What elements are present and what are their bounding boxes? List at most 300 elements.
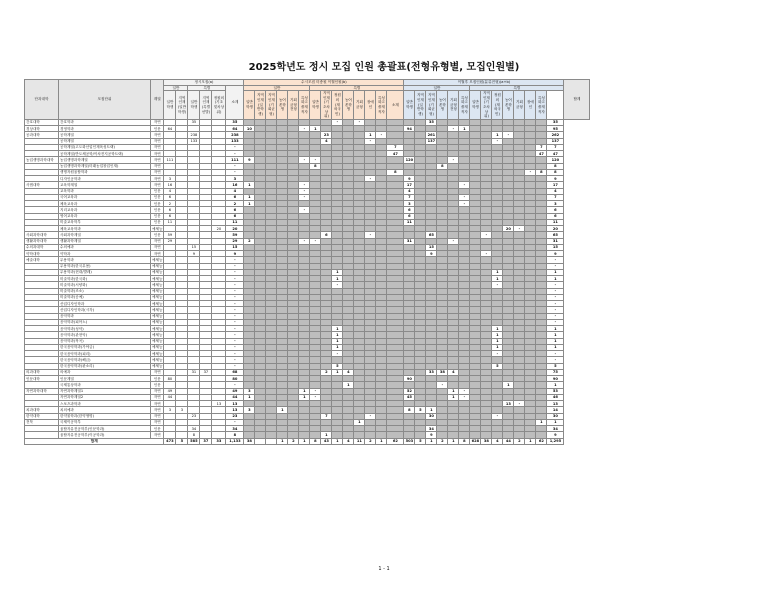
summary-table xyxy=(24,79,590,445)
c-value-cell: 9 xyxy=(426,251,437,257)
subheader-c-3: 농어촌학생 xyxy=(437,91,448,120)
c-value-cell: 137 xyxy=(427,139,436,144)
a-value-cell: 20 xyxy=(212,226,226,232)
college-cell: 농업생명과학대학 xyxy=(25,157,59,163)
b-value-cell: - xyxy=(310,388,321,394)
total-c-cell: 1 xyxy=(525,438,536,444)
unit-cell: 한국음악학과(가야금) xyxy=(59,344,151,350)
track-cell: 예체능 xyxy=(152,351,163,356)
c-value-cell: 38 xyxy=(437,369,448,375)
c-value-cell: 1 xyxy=(547,419,564,425)
subheader-b-11: 장애인 xyxy=(365,91,376,120)
total-a-cell: 5 xyxy=(176,438,188,444)
a-value-cell: 9 xyxy=(188,251,200,257)
c-value-cell: - xyxy=(547,263,564,269)
unit-cell: 미술학과(서양화) xyxy=(59,282,151,288)
track-cell: 예체능 xyxy=(152,314,163,319)
c-value-cell: 52 xyxy=(404,388,415,394)
a-value-cell: - xyxy=(226,288,244,294)
total-a-cell: 37 xyxy=(200,438,212,444)
track-cell: 자연 xyxy=(151,407,164,413)
track-cell: 인문 xyxy=(151,382,164,388)
c-value-cell: - xyxy=(481,232,492,238)
track-cell: 인문 xyxy=(151,126,164,132)
subheader-b-8: 정원외(재외국민) xyxy=(332,91,343,120)
c-value-cell: - xyxy=(547,294,564,300)
c-value-cell: 20 xyxy=(503,226,514,232)
page-title: 2025학년도 정시 모집 인원 총괄표(전형유형별, 모집인원별) xyxy=(248,62,520,73)
track-cell: 자연 xyxy=(151,401,164,407)
b-value-cell: 1 xyxy=(244,201,255,207)
header-a-spec: 특별 xyxy=(188,85,226,91)
b-value-cell: 1 xyxy=(299,388,310,394)
track-cell: 자연 xyxy=(151,369,164,375)
unit-cell: 교육학계열 xyxy=(59,182,151,188)
total-c-cell: 8 xyxy=(459,438,470,444)
a-value-cell: - xyxy=(226,319,244,325)
c-value-cell: - xyxy=(437,382,448,388)
a-value-cell: - xyxy=(226,332,244,338)
c-value-cell: 1 xyxy=(426,407,437,413)
a-value-cell: 3 xyxy=(176,407,188,413)
subheader-b-2: 지역인재(기회균형) xyxy=(266,91,277,120)
track-cell: 인문 xyxy=(151,194,164,200)
a-value-cell: 49 xyxy=(226,388,244,394)
c-value-cell: 5 xyxy=(492,363,503,369)
a-value-cell: 29 xyxy=(164,238,176,244)
c-value-cell: 47 xyxy=(547,151,564,157)
c-value-cell: 30 xyxy=(426,413,437,419)
unit-cell: 음악학과(작곡) xyxy=(59,338,151,344)
a-value-cell: 11 xyxy=(164,219,176,225)
track-cell: 자연 xyxy=(151,157,164,163)
a-value-cell: - xyxy=(226,326,244,332)
subheader-a-3: 지역인재(특별선발) xyxy=(200,91,212,120)
subheader-b-1: 지역인재(일반학생) xyxy=(255,91,266,120)
college-cell: 한약대학 xyxy=(25,413,59,419)
c-value-cell: 261 xyxy=(427,132,436,137)
c-value-cell: - xyxy=(459,394,470,400)
track-cell: 자연 xyxy=(151,176,164,182)
unit-cell: 음악학과(관현악) xyxy=(59,332,151,338)
b-value-cell: - xyxy=(299,194,310,200)
total-c-cell: 2 xyxy=(437,438,448,444)
b-value-cell: - xyxy=(365,413,376,419)
total-c-cell: 2 xyxy=(514,438,525,444)
unit-cell: 생명자원융합학과 xyxy=(59,169,151,175)
b-value-cell: 7 xyxy=(387,144,404,150)
a-value-cell: 16 xyxy=(226,182,244,188)
total-b-cell: 1 xyxy=(332,438,343,444)
track-cell: 자연 xyxy=(151,394,164,400)
college-cell: 약학대학 xyxy=(25,251,59,257)
c-value-cell: 6 xyxy=(547,207,564,213)
c-value-cell: 95 xyxy=(547,126,564,132)
c-value-cell: 4 xyxy=(547,188,564,194)
subheader-c-11: 장애인 xyxy=(525,91,536,120)
c-value-cell: 13 xyxy=(547,401,564,407)
subheader-c-4: 기회균형전형 xyxy=(448,91,459,120)
header-c-spec: 특별 xyxy=(470,85,564,91)
track-cell: 인문 xyxy=(151,188,164,194)
c-value-cell: 1 xyxy=(448,388,459,394)
c-value-cell: 9 xyxy=(547,251,564,257)
c-value-cell: 7 xyxy=(547,194,564,200)
college-cell: 사회과학대학 xyxy=(25,232,59,238)
c-value-cell: 1 xyxy=(492,269,503,275)
total-b-cell xyxy=(266,438,277,444)
college-cell: 경상대학 xyxy=(25,126,59,132)
a-value-cell: 16 xyxy=(164,182,176,188)
b-value-cell: - xyxy=(310,394,321,400)
total-c-cell: 62 xyxy=(536,438,547,444)
total-b-cell: 8 xyxy=(310,438,321,444)
c-value-cell: 17 xyxy=(547,182,564,188)
unit-cell: 음악학과(피아노) xyxy=(59,319,151,325)
track-cell: 예체능 xyxy=(152,282,163,287)
track-cell: 자연 xyxy=(151,163,164,169)
track-cell: 인문 xyxy=(151,426,164,432)
track-cell: 예체능 xyxy=(152,345,163,350)
b-value-cell: - xyxy=(299,188,310,194)
total-c-cell: 5 xyxy=(415,438,426,444)
c-value-cell: 8 xyxy=(437,163,448,169)
c-value-cell: - xyxy=(547,313,564,319)
c-value-cell: 120 xyxy=(405,157,414,162)
a-value-cell: - xyxy=(226,169,244,175)
subheader-b-12: 특성화고졸재직자 xyxy=(376,91,387,120)
c-value-cell: 137 xyxy=(547,138,564,144)
total-c-cell: 44 xyxy=(503,438,514,444)
subheader-c-12: 특성화고졸재직자 xyxy=(536,91,547,120)
b-value-cell: 1 xyxy=(332,369,343,375)
total-b-cell: 11 xyxy=(354,438,365,444)
c-value-cell: 20 xyxy=(547,226,564,232)
c-value-cell: - xyxy=(459,194,470,200)
page-footer: 1 - 1 xyxy=(378,566,390,572)
unit-cell: 생활과학계열 xyxy=(59,238,151,244)
unit-cell: 교육학과 xyxy=(59,188,151,194)
c-value-cell: 35 xyxy=(426,119,437,125)
track-cell: 자연 xyxy=(151,182,164,188)
c-value-cell: 1 xyxy=(448,394,459,400)
c-value-cell: - xyxy=(514,226,525,232)
unit-cell: 융합자유전공학부(이공학과) xyxy=(59,432,151,438)
c-value-cell: 53 xyxy=(547,388,564,394)
b-value-cell: - xyxy=(299,157,310,163)
a-value-cell: 3 xyxy=(226,176,244,182)
unit-cell: 국제통상학과 xyxy=(59,382,151,388)
a-value-cell: 6 xyxy=(164,194,176,200)
a-value-cell: 2 xyxy=(164,201,176,207)
a-value-cell: 35 xyxy=(226,119,244,125)
college-cell: 의과대학 xyxy=(25,369,59,375)
a-value-cell: 8 xyxy=(188,432,200,438)
a-value-cell: - xyxy=(226,257,244,263)
total-b-cell: 1 xyxy=(277,438,288,444)
b-value-cell: 4 xyxy=(321,138,332,144)
track-cell: 자연 xyxy=(151,238,164,244)
unit-cell: 음악학과 xyxy=(59,313,151,319)
subheader-c-6: 일반학생 xyxy=(470,91,481,120)
subheader-c-8: 정원외(재외국민) xyxy=(492,91,503,120)
unit-cell: 공학계열 xyxy=(59,138,151,144)
a-value-cell: 111 xyxy=(226,157,244,163)
subheader-b-5: 특성화고졸재직자 xyxy=(299,91,310,120)
unit-cell: 한약물학과(한약생명) xyxy=(59,413,151,419)
subheader-b-0: 일반학생 xyxy=(244,91,255,120)
unit-cell: 한국음악학과(피리) xyxy=(59,351,151,357)
a-value-cell: 37 xyxy=(200,369,212,375)
c-value-cell: 120 xyxy=(547,157,564,163)
total-a-cell: 585 xyxy=(188,438,200,444)
c-value-cell: 34 xyxy=(426,426,437,432)
c-value-cell: 9 xyxy=(404,176,415,182)
track-cell: 예체능 xyxy=(152,320,163,325)
c-value-cell: - xyxy=(547,307,564,313)
unit-cell: 약학과 xyxy=(59,251,151,257)
subheader-b-10: 기회균형 xyxy=(354,91,365,120)
total-c-cell: 628 xyxy=(471,439,480,444)
header-c-gen: 일반 xyxy=(404,85,470,91)
c-value-cell: - xyxy=(547,257,564,263)
c-value-cell: 90 xyxy=(404,376,415,382)
header-total: 합계 xyxy=(564,80,590,120)
c-value-cell: 1 xyxy=(547,276,564,282)
b-value-cell: - xyxy=(310,238,321,244)
c-value-cell: 35 xyxy=(547,119,564,125)
c-value-cell: 15 xyxy=(426,244,437,250)
college-cell: 사범대학 xyxy=(25,182,59,188)
total-b-cell: 43 xyxy=(321,438,332,444)
unit-cell: 스포츠과학과 xyxy=(59,401,151,407)
total-a-cell: 33 xyxy=(212,438,226,444)
c-value-cell: 31 xyxy=(547,238,564,244)
a-value-cell: 6 xyxy=(226,213,244,219)
c-value-cell: - xyxy=(492,138,503,144)
a-value-cell: - xyxy=(226,419,244,425)
a-value-cell: 59 xyxy=(226,232,244,238)
c-value-cell: 90 xyxy=(547,376,564,382)
track-cell: 자연 xyxy=(151,388,164,394)
c-value-cell: 33 xyxy=(426,369,437,375)
subheader-c-5: 특성화고졸재직자 xyxy=(459,91,470,120)
c-value-cell: 1 xyxy=(547,344,564,350)
a-value-cell: 4 xyxy=(226,188,244,194)
subheader-c-10: 기회균형 xyxy=(514,91,525,120)
b-value-cell: 23 xyxy=(321,132,332,138)
c-value-cell: 9 xyxy=(547,432,564,438)
b-value-cell: 1 xyxy=(244,182,255,188)
total-b-cell: 1 xyxy=(299,438,310,444)
c-value-cell: 5 xyxy=(415,407,426,413)
b-value-cell: 8 xyxy=(387,169,404,175)
a-value-cell: 34 xyxy=(226,426,244,432)
c-value-cell: 8 xyxy=(536,169,547,175)
total-a-cell: 1,133 xyxy=(226,438,244,444)
a-value-cell: 133 xyxy=(226,138,244,144)
unit-cell: 무용학과(현대/발레) xyxy=(59,269,151,275)
c-value-cell: - xyxy=(448,157,459,163)
a-value-cell: 64 xyxy=(226,126,244,132)
header-b-spec: 특별 xyxy=(310,85,404,91)
total-b-cell: 4 xyxy=(343,438,354,444)
a-value-cell: 3 xyxy=(164,407,176,413)
unit-cell: 자연과학계열1 xyxy=(59,388,151,394)
total-c-cell: 4 xyxy=(492,438,503,444)
track-cell: 자연 xyxy=(151,119,164,125)
unit-cell: 공학계열(반도체공학/이차전지공학트랙) xyxy=(59,151,151,157)
c-value-cell: 1 xyxy=(492,338,503,344)
b-value-cell: 1 xyxy=(332,276,343,282)
total-b-cell: 1 xyxy=(376,438,387,444)
b-value-cell: 1 xyxy=(332,338,343,344)
college-cell: 자연과학대학 xyxy=(25,388,59,394)
total-b-cell: 2 xyxy=(288,438,299,444)
b-value-cell: - xyxy=(354,119,365,125)
c-value-cell: 6 xyxy=(404,207,415,213)
track-cell: 예체능 xyxy=(152,301,163,306)
unit-cell: 음악학과(성악) xyxy=(59,326,151,332)
b-value-cell: 1 xyxy=(332,326,343,332)
c-value-cell: 11 xyxy=(547,219,564,225)
unit-cell: 국어교육과 xyxy=(59,194,151,200)
total-row xyxy=(25,438,590,444)
header-group-c: 이월후 모집인원(분류전형)(a+b) xyxy=(404,80,564,86)
a-value-cell: 11 xyxy=(226,219,244,225)
subheader-b-subtotal: 소계 xyxy=(387,91,404,120)
b-value-cell: - xyxy=(310,157,321,163)
b-value-cell: - xyxy=(299,182,310,188)
unit-cell: 체육교육학과 xyxy=(59,226,151,232)
table-header xyxy=(25,80,590,120)
track-cell: 예체능 xyxy=(152,357,163,362)
college-cell: 치과대학 xyxy=(25,407,59,413)
unit-cell: 무용학과 xyxy=(59,257,151,263)
c-value-cell: 1 xyxy=(492,332,503,338)
c-value-cell: 6 xyxy=(404,213,415,219)
c-value-cell: - xyxy=(547,357,564,363)
total-a-cell: 473 xyxy=(164,438,176,444)
b-value-cell: 2 xyxy=(244,238,255,244)
c-value-cell: 4 xyxy=(404,188,415,194)
subheader-c-9: 농어촌학생 xyxy=(503,91,514,120)
header-b-gen: 일반 xyxy=(244,85,310,91)
unit-cell: 자연과학계열2 xyxy=(59,394,151,400)
unit-cell: 한국음악학과(판소리) xyxy=(59,363,151,369)
a-value-cell: 4 xyxy=(164,188,176,194)
total-b-cell xyxy=(255,438,266,444)
track-cell: 자연 xyxy=(151,244,164,250)
unit-cell: 공학계열(고도화산업인재육성트랙) xyxy=(59,144,151,150)
c-value-cell: 13 xyxy=(503,401,514,407)
a-value-cell: 68 xyxy=(226,369,244,375)
college-cell: 공과대학 xyxy=(25,132,59,138)
b-value-cell: 1 xyxy=(321,432,332,438)
track-cell: 자연 xyxy=(151,132,164,138)
track-cell: 자연 xyxy=(151,432,164,438)
b-value-cell: 8 xyxy=(310,163,321,169)
unit-cell: 사회과학계열 xyxy=(59,232,151,238)
c-value-cell: 5 xyxy=(547,363,564,369)
b-value-cell: 7 xyxy=(321,413,332,419)
track-cell: 예체능 xyxy=(152,326,163,331)
unit-cell: 지리교육과 xyxy=(59,207,151,213)
unit-cell: 치의예과 xyxy=(59,407,151,413)
c-value-cell: 30 xyxy=(547,413,564,419)
unit-cell: 수의예과 xyxy=(59,244,151,250)
c-value-cell: 47 xyxy=(536,151,547,157)
unit-cell: 디자인공학과 xyxy=(59,176,151,182)
c-value-cell: - xyxy=(547,288,564,294)
table-body xyxy=(25,119,590,444)
a-value-cell: - xyxy=(226,351,244,357)
a-value-cell: - xyxy=(226,276,244,282)
track-cell: 자연 xyxy=(151,419,164,425)
total-b-cell: 38 xyxy=(244,438,255,444)
subheader-a-2: 일반학생 xyxy=(188,91,200,120)
c-value-cell: 8 xyxy=(547,163,564,169)
b-value-cell: - xyxy=(299,238,310,244)
track-cell: 인문 xyxy=(151,232,164,238)
b-value-cell: 1 xyxy=(310,126,321,132)
c-value-cell: 1 xyxy=(547,382,564,388)
header-group-a: 정시모집(a) xyxy=(164,80,244,86)
track-cell: 인문 xyxy=(151,219,164,225)
a-value-cell: - xyxy=(226,363,244,369)
a-value-cell: - xyxy=(226,144,244,150)
header-track: 계열 xyxy=(151,80,164,120)
track-cell: 자연 xyxy=(151,151,164,157)
b-value-cell: 9 xyxy=(244,157,255,163)
a-value-cell: 238 xyxy=(226,132,244,138)
total-c-cell: 38 xyxy=(481,438,492,444)
a-value-cell: 59 xyxy=(164,232,176,238)
header-group-b: 수시모집 미충원 이월인원(b) xyxy=(244,80,404,86)
b-value-cell: 2 xyxy=(321,369,332,375)
c-value-cell: 45 xyxy=(404,394,415,400)
b-value-cell: 1 xyxy=(354,419,365,425)
a-value-cell: 80 xyxy=(164,376,176,382)
c-value-cell: - xyxy=(514,401,525,407)
c-value-cell: 4 xyxy=(448,369,459,375)
a-value-cell: 133 xyxy=(188,138,200,144)
b-value-cell: 4 xyxy=(343,369,354,375)
c-value-cell: - xyxy=(525,169,536,175)
unit-cell: 체육교육과 xyxy=(59,201,151,207)
subheader-c-0: 일반학생 xyxy=(404,91,415,120)
total-b-cell: 62 xyxy=(387,438,404,444)
a-value-cell: - xyxy=(226,151,244,157)
c-value-cell: - xyxy=(459,388,470,394)
college-cell: 수의과대학 xyxy=(25,244,59,250)
b-value-cell: 1 xyxy=(244,394,255,400)
a-value-cell: - xyxy=(226,338,244,344)
subheader-c-7: 지역인재(기초차상위) xyxy=(481,91,492,120)
c-value-cell: 94 xyxy=(404,126,415,132)
subheader-c-1: 지역인재(일반학생) xyxy=(415,91,426,120)
header-a-gen: 일반 xyxy=(164,85,188,91)
b-value-cell: - xyxy=(365,176,376,182)
c-value-cell: 1 xyxy=(547,269,564,275)
c-value-cell: - xyxy=(547,319,564,325)
c-value-cell: - xyxy=(547,282,564,288)
unit-cell: 산업디자인학과(시각) xyxy=(59,307,151,313)
track-cell: 인문 xyxy=(151,376,164,382)
c-value-cell: 1 xyxy=(492,326,503,332)
subheader-a-4: 정원외(기초및차상위) xyxy=(212,91,226,120)
a-value-cell: - xyxy=(226,294,244,300)
